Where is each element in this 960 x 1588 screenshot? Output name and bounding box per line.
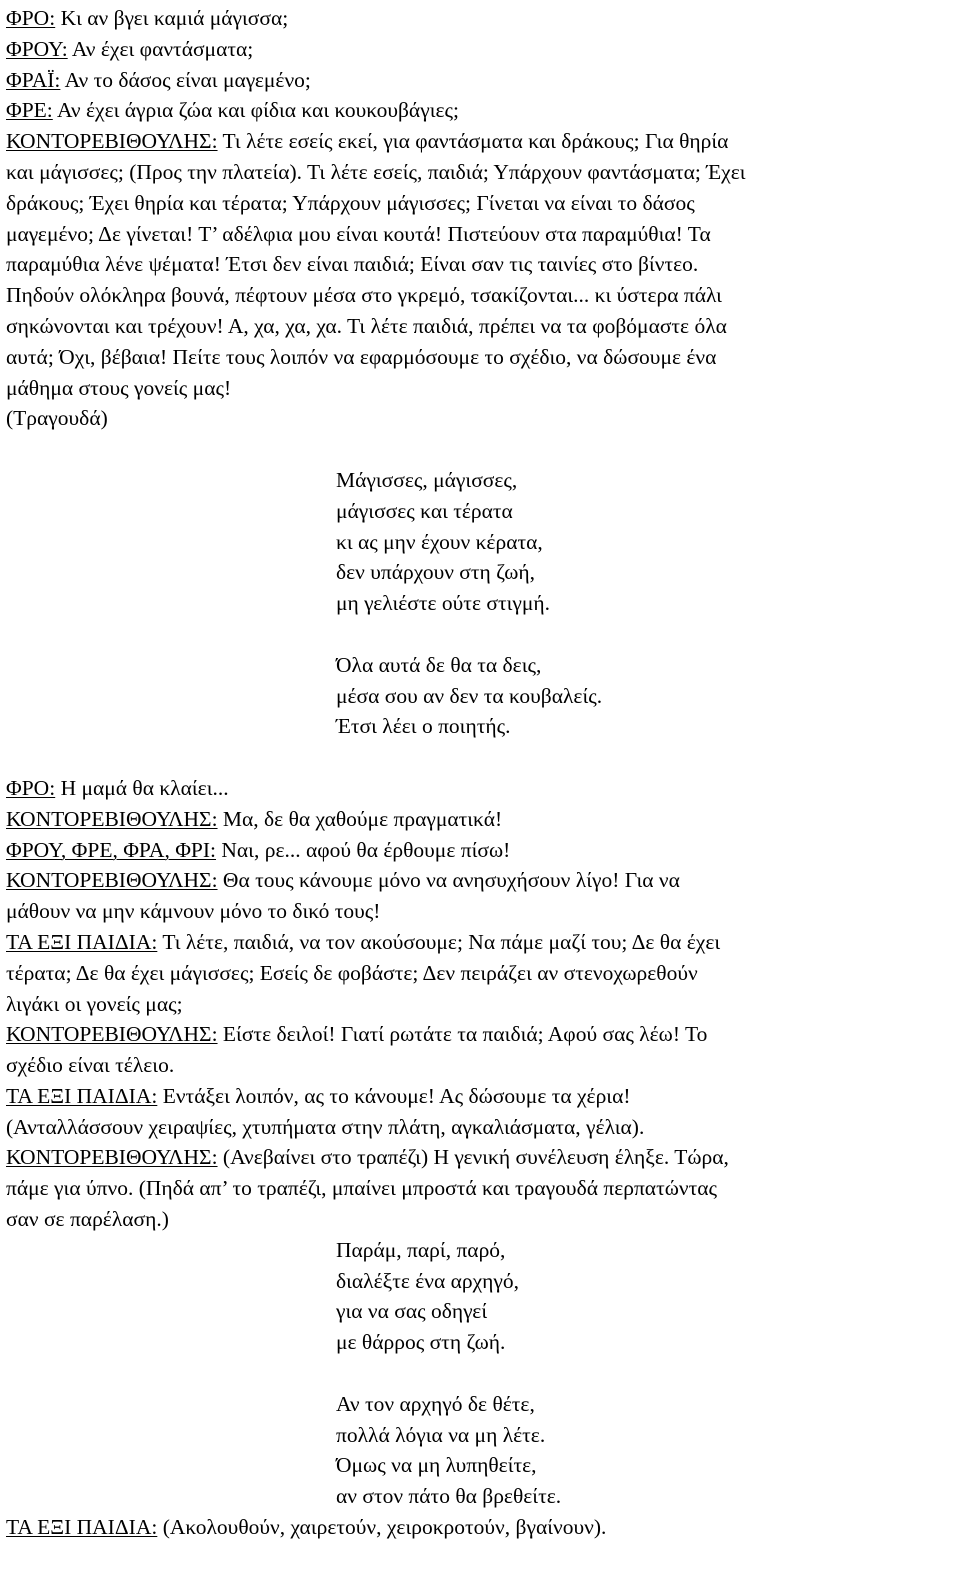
dialogue-line bbox=[6, 126, 941, 157]
dialogue-text: Αν το δάσος είναι μαγεμένο; bbox=[60, 67, 311, 92]
dialogue-text: πάμε για ύπνο. (Πηδά απ’ το τραπέζι, μπαίνει μπροστά και τραγουδά περπατώντας bbox=[6, 1176, 718, 1201]
song-verse-line bbox=[6, 527, 941, 558]
dialogue-line bbox=[6, 865, 941, 896]
dialogue-line bbox=[6, 65, 941, 96]
song-verse-line bbox=[6, 465, 941, 496]
dialogue-line bbox=[6, 342, 941, 373]
dialogue-text: μαγεμένο; Δε γίνεται! Τ’ αδέλφια μου είναι κουτά! Πιστεύουν στα παραμύθια! Τα bbox=[6, 221, 711, 246]
dialogue-text: μάθουν να μην κάμνουν μόνο το δικό τους! bbox=[6, 899, 381, 924]
verse-text: αν στον πάτο θα βρεθείτε. bbox=[336, 1484, 562, 1509]
speaker-name: ΚΟΝΤΟΡΕΒΙΘΟΥΛΗΣ: bbox=[6, 806, 218, 831]
song-verse-line bbox=[6, 588, 941, 619]
verse-text: κι ας μην έχουν κέρατα, bbox=[336, 529, 543, 554]
dialogue-line bbox=[6, 1204, 941, 1235]
song-verse-line bbox=[6, 1420, 941, 1451]
dialogue-line bbox=[6, 249, 941, 280]
song-verse-line bbox=[6, 650, 941, 681]
dialogue-line bbox=[6, 280, 941, 311]
dialogue-text: σχέδιο είναι τέλειο. bbox=[6, 1053, 175, 1078]
speaker-name: ΤΑ ΕΞΙ ΠΑΙΔΙΑ: bbox=[6, 1083, 158, 1108]
verse-text: Όμως να μη λυπηθείτε, bbox=[336, 1453, 537, 1478]
dialogue-text: Τι λέτε εσείς εκεί, για φαντάσματα και δράκους; Για θηρία bbox=[217, 129, 729, 154]
speaker-name: ΦΡΟΥ, ΦΡΕ, ΦΡΑ, ΦΡΙ: bbox=[6, 837, 217, 862]
song-verse-line bbox=[6, 1450, 941, 1481]
dialogue-line bbox=[6, 219, 941, 250]
verse-text: Όλα αυτά δε θα τα δεις, bbox=[336, 652, 542, 677]
verse-text: μέσα σου αν δεν τα κουβαλείς. bbox=[336, 683, 603, 708]
dialogue-text: Τι λέτε, παιδιά, να τον ακούσουμε; Να πάμε μαζί του; Δε θα έχει bbox=[157, 929, 721, 954]
dialogue-line bbox=[6, 1512, 941, 1543]
song-verse-line bbox=[6, 1235, 941, 1266]
speaker-name: ΚΟΝΤΟΡΕΒΙΘΟΥΛΗΣ: bbox=[6, 1145, 218, 1170]
dialogue-line bbox=[6, 773, 941, 804]
speaker-name: ΦΡΕ: bbox=[6, 98, 53, 123]
blank-line bbox=[6, 619, 941, 650]
dialogue-text: λιγάκι οι γονείς μας; bbox=[6, 991, 183, 1016]
dialogue-line bbox=[6, 896, 941, 927]
dialogue-text: Θα τους κάνουμε μόνο να ανησυχήσουν λίγο! Για να bbox=[217, 868, 680, 893]
dialogue-line bbox=[6, 958, 941, 989]
dialogue-text: (Ανταλλάσσουν χειραψίες, χτυπήματα στην πλάτη, αγκαλιάσματα, γέλια). bbox=[6, 1114, 645, 1139]
speaker-name: ΚΟΝΤΟΡΕΒΙΘΟΥΛΗΣ: bbox=[6, 1022, 218, 1047]
dialogue-text: (Τραγουδά) bbox=[6, 406, 108, 431]
dialogue-line bbox=[6, 188, 941, 219]
dialogue-text: σηκώνονται και τρέχουν! Α, χα, χα, χα. Τι λέτε παιδιά, πρέπει να τα φοβόμαστε όλα bbox=[6, 313, 727, 338]
dialogue-text: (Ακολουθούν, χαιρετούν, χειροκροτούν, βγαίνουν). bbox=[157, 1515, 607, 1540]
dialogue-text: αυτά; Όχι, βέβαια! Πείτε τους λοιπόν να εφαρμόσουμε το σχέδιο, να δώσουμε ένα bbox=[6, 344, 717, 369]
dialogue-text: Μα, δε θα χαθούμε πραγματικά! bbox=[217, 806, 503, 831]
speaker-name: ΦΡΑΪ: bbox=[6, 67, 61, 92]
verse-text: πολλά λόγια να μη λέτε. bbox=[336, 1422, 546, 1447]
dialogue-text: (Ανεβαίνει στο τραπέζι) Η γενική συνέλευση έληξε. Τώρα, bbox=[217, 1145, 729, 1170]
song-verse-line bbox=[6, 1266, 941, 1297]
dialogue-text: Αν έχει άγρια ζώα και φίδια και κουκουβάγιες; bbox=[52, 98, 459, 123]
dialogue-text: μάθημα στους γονείς μας! bbox=[6, 375, 232, 400]
script-page bbox=[6, 3, 941, 1543]
song-verse-line bbox=[6, 1296, 941, 1327]
blank-line bbox=[6, 434, 941, 465]
verse-text: Παράμ, παρί, παρό, bbox=[336, 1237, 506, 1262]
verse-text: μη γελιέστε ούτε στιγμή. bbox=[336, 591, 551, 616]
dialogue-line bbox=[6, 927, 941, 958]
dialogue-text: δράκους; Έχει θηρία και τέρατα; Υπάρχουν μάγισσες; Γίνεται να είναι το δάσος bbox=[6, 190, 695, 215]
dialogue-text: Είστε δειλοί! Γιατί ρωτάτε τα παιδιά; Αφού σας λέω! Το bbox=[217, 1022, 708, 1047]
dialogue-line bbox=[6, 835, 941, 866]
dialogue-text: σαν σε παρέλαση.) bbox=[6, 1207, 169, 1232]
dialogue-line bbox=[6, 804, 941, 835]
verse-text: διαλέξτε ένα αρχηγό, bbox=[336, 1268, 520, 1293]
speaker-name: ΦΡΟΥ: bbox=[6, 36, 68, 61]
dialogue-text: Ναι, ρε... αφού θα έρθουμε πίσω! bbox=[216, 837, 511, 862]
dialogue-text: Αν έχει φαντάσματα; bbox=[67, 36, 254, 61]
song-verse-line bbox=[6, 1481, 941, 1512]
dialogue-line bbox=[6, 157, 941, 188]
song-verse-line bbox=[6, 496, 941, 527]
dialogue-line bbox=[6, 403, 941, 434]
verse-text: μάγισσες και τέρατα bbox=[336, 498, 513, 523]
dialogue-line bbox=[6, 1019, 941, 1050]
blank-line bbox=[6, 1358, 941, 1389]
speaker-name: ΦΡΟ: bbox=[6, 775, 56, 800]
song-verse-line bbox=[6, 681, 941, 712]
dialogue-text: Πηδούν ολόκληρα βουνά, πέφτουν μέσα στο γκρεμό, τσακίζονται... κι ύστερα πάλι bbox=[6, 283, 722, 308]
song-verse-line bbox=[6, 711, 941, 742]
dialogue-text: παραμύθια λένε ψέματα! Έτσι δεν είναι παιδιά; Είναι σαν τις ταινίες στο βίντεο. bbox=[6, 252, 699, 277]
song-verse-line bbox=[6, 1389, 941, 1420]
blank-line bbox=[6, 742, 941, 773]
dialogue-line bbox=[6, 1112, 941, 1143]
verse-text: για να σας οδηγεί bbox=[336, 1299, 488, 1324]
verse-text: με θάρρος στη ζωή. bbox=[336, 1330, 506, 1355]
dialogue-line bbox=[6, 1081, 941, 1112]
song-verse-line bbox=[6, 1327, 941, 1358]
dialogue-line bbox=[6, 3, 941, 34]
verse-text: Έτσι λέει ο ποιητής. bbox=[336, 714, 511, 739]
dialogue-line bbox=[6, 1173, 941, 1204]
speaker-name: ΦΡΟ: bbox=[6, 6, 56, 30]
dialogue-text: και μάγισσες; (Προς την πλατεία). Τι λέτε εσείς, παιδιά; Υπάρχουν φαντάσματα; Έχει bbox=[6, 159, 746, 184]
speaker-name: ΤΑ ΕΞΙ ΠΑΙΔΙΑ: bbox=[6, 1515, 158, 1540]
speaker-name: ΤΑ ΕΞΙ ΠΑΙΔΙΑ: bbox=[6, 929, 158, 954]
verse-text: Μάγισσες, μάγισσες, bbox=[336, 467, 518, 492]
dialogue-line bbox=[6, 95, 941, 126]
dialogue-line bbox=[6, 1050, 941, 1081]
dialogue-line bbox=[6, 373, 941, 404]
dialogue-text: Κι αν βγει καμιά μάγισσα; bbox=[55, 6, 289, 30]
verse-text: δεν υπάρχουν στη ζωή, bbox=[336, 560, 536, 585]
dialogue-line bbox=[6, 311, 941, 342]
dialogue-line bbox=[6, 989, 941, 1020]
dialogue-line bbox=[6, 34, 941, 65]
speaker-name: ΚΟΝΤΟΡΕΒΙΘΟΥΛΗΣ: bbox=[6, 868, 218, 893]
verse-text: Αν τον αρχηγό δε θέτε, bbox=[336, 1391, 535, 1416]
speaker-name: ΚΟΝΤΟΡΕΒΙΘΟΥΛΗΣ: bbox=[6, 129, 218, 154]
song-verse-line bbox=[6, 557, 941, 588]
dialogue-text: Εντάξει λοιπόν, ας το κάνουμε! Ας δώσουμε τα χέρια! bbox=[157, 1083, 631, 1108]
dialogue-line bbox=[6, 1142, 941, 1173]
dialogue-text: Η μαμά θα κλαίει... bbox=[55, 775, 229, 800]
dialogue-text: τέρατα; Δε θα έχει μάγισσες; Εσείς δε φοβάστε; Δεν πειράζει αν στενοχωρεθούν bbox=[6, 960, 698, 985]
